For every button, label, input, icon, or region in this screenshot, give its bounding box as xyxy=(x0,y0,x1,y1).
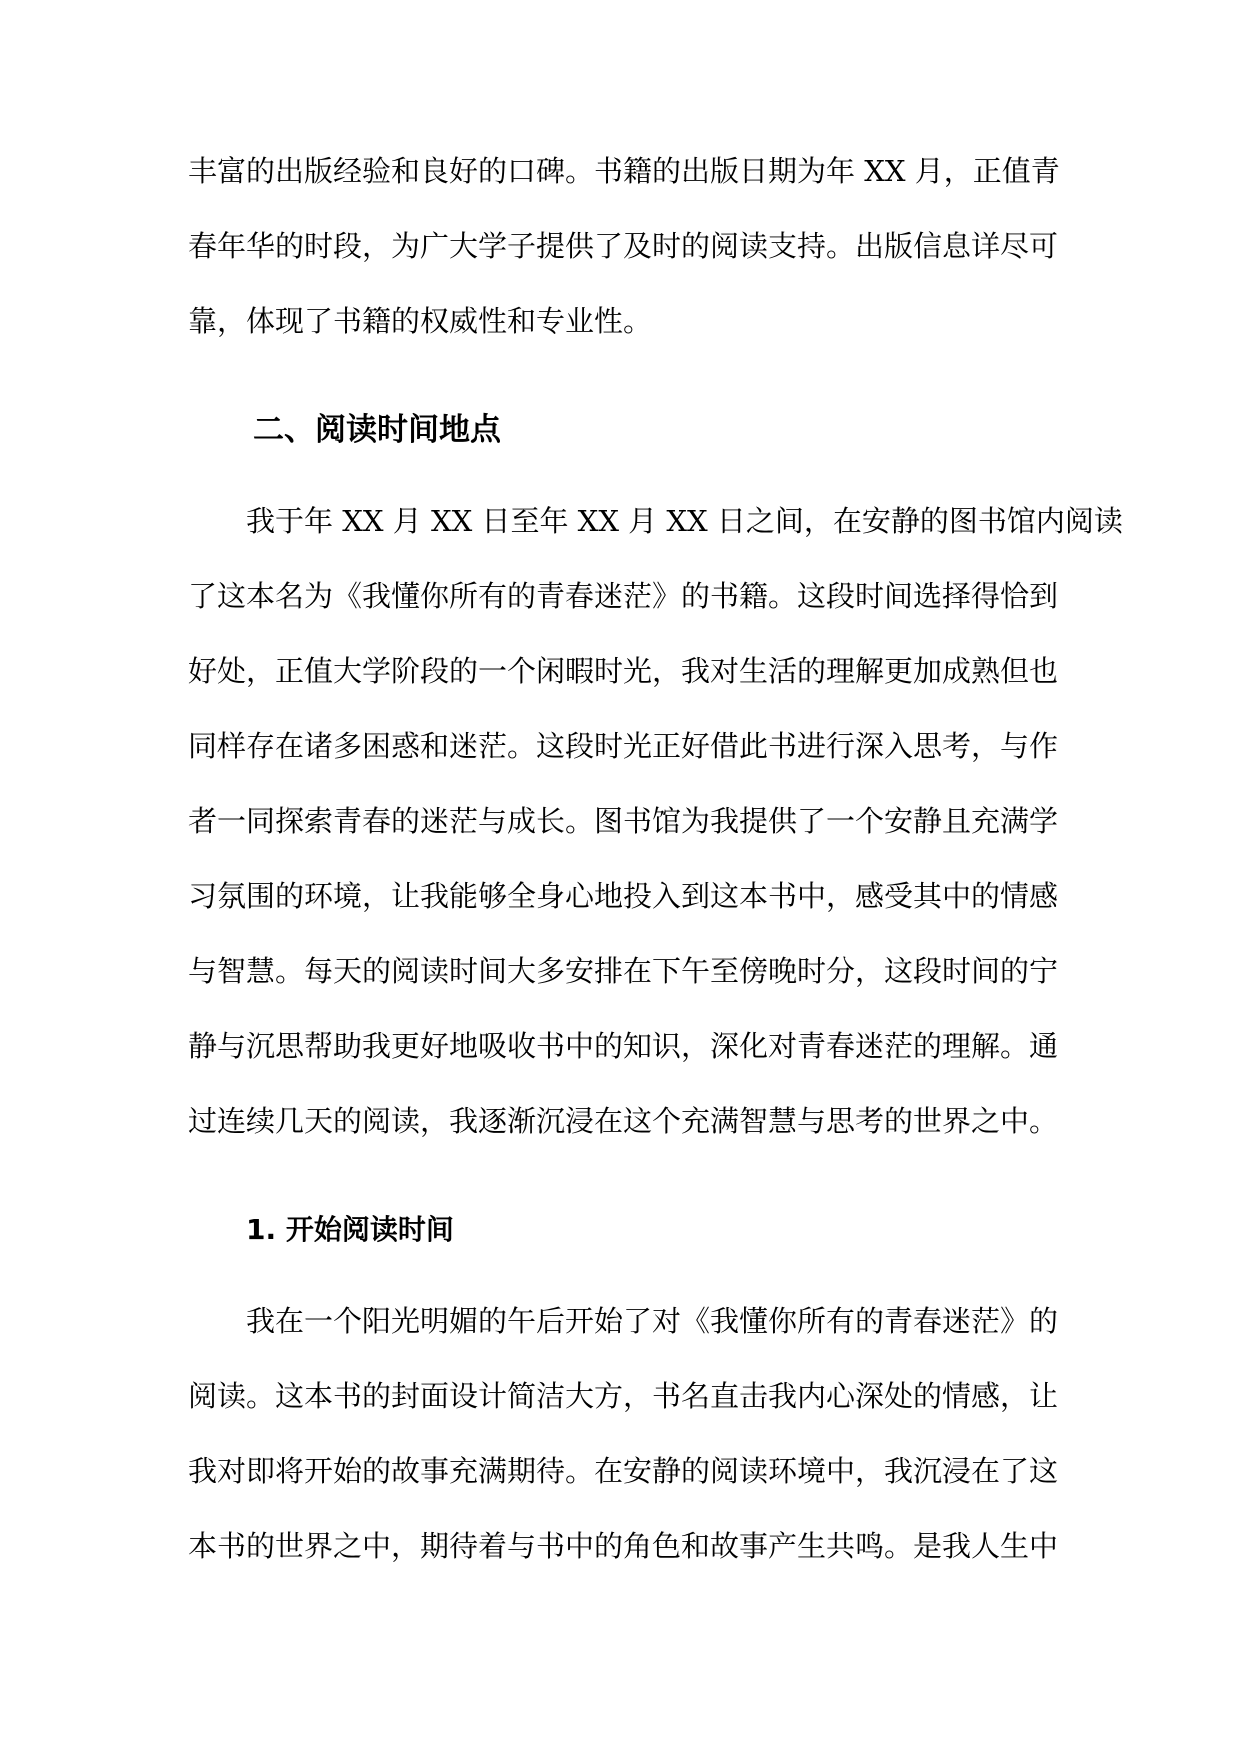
paragraph-line: 阅读。这本书的封面设计简洁大方，书名直击我内心深处的情感，让 xyxy=(188,1379,1059,1413)
paragraph-line: 我在一个阳光明媚的午后开始了对《我懂你所有的青春迷茫》的 xyxy=(246,1304,1059,1338)
paragraph-line: 同样存在诸多困惑和迷茫。这段时光正好借此书进行深入思考，与作 xyxy=(188,729,1059,763)
paragraph-line: 本书的世界之中，期待着与书中的角色和故事产生共鸣。是我人生中 xyxy=(188,1529,1059,1563)
subsection-heading: 1. 开始阅读时间 xyxy=(246,1213,454,1246)
paragraph-line: 靠，体现了书籍的权威性和专业性。 xyxy=(188,304,653,338)
paragraph-line: 春年华的时段，为广大学子提供了及时的阅读支持。出版信息详尽可 xyxy=(188,229,1059,263)
paragraph-line: 习氛围的环境，让我能够全身心地投入到这本书中，感受其中的情感 xyxy=(188,879,1059,913)
paragraph-line: 我于年 XX 月 XX 日至年 XX 月 XX 日之间，在安静的图书馆内阅读 xyxy=(246,504,1123,538)
paragraph-line: 我对即将开始的故事充满期待。在安静的阅读环境中，我沉浸在了这 xyxy=(188,1454,1059,1488)
paragraph-line: 静与沉思帮助我更好地吸收书中的知识，深化对青春迷茫的理解。通 xyxy=(188,1029,1059,1063)
paragraph-line: 者一同探索青春的迷茫与成长。图书馆为我提供了一个安静且充满学 xyxy=(188,804,1059,838)
paragraph-line: 丰富的出版经验和良好的口碑。书籍的出版日期为年 XX 月，正值青 xyxy=(188,154,1060,188)
section-heading: 二、阅读时间地点 xyxy=(253,412,501,448)
paragraph-line: 了这本名为《我懂你所有的青春迷茫》的书籍。这段时间选择得恰到 xyxy=(188,579,1059,613)
paragraph-line: 过连续几天的阅读，我逐渐沉浸在这个充满智慧与思考的世界之中。 xyxy=(188,1104,1059,1138)
paragraph-line: 与智慧。每天的阅读时间大多安排在下午至傍晚时分，这段时间的宁 xyxy=(188,954,1059,988)
paragraph-line: 好处，正值大学阶段的一个闲暇时光，我对生活的理解更加成熟但也 xyxy=(188,654,1059,688)
